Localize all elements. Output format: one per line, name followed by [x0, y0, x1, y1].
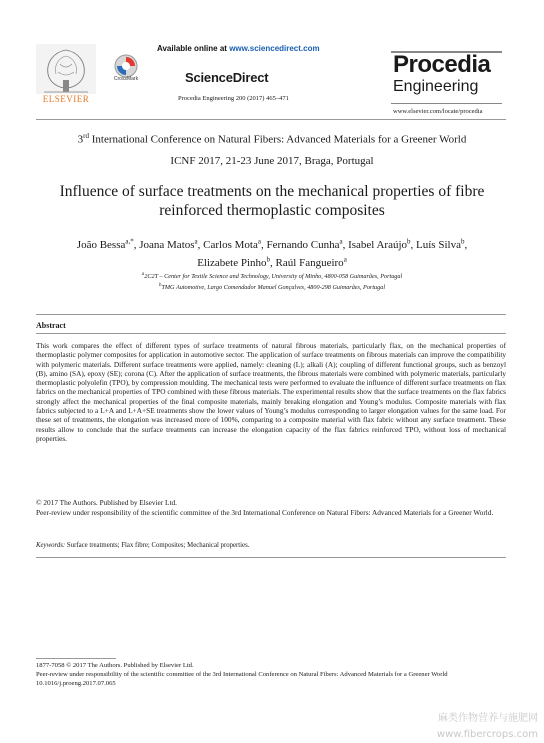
author-3: [203, 239, 266, 251]
author-4: [266, 239, 348, 251]
author-affiliation-mark: b: [266, 255, 271, 264]
footer-doi[interactable]: 10.1016/j.proeng.2017.07.065: [36, 680, 116, 688]
watermark-line-2: www.fibercrops.com: [436, 729, 538, 740]
footer-notes: [36, 661, 506, 689]
author-name: Raúl Fangueiro: [275, 257, 344, 270]
crossmark-label: CrossMark: [113, 76, 139, 82]
author-separator: ,: [270, 257, 276, 270]
author-affiliation-mark: a: [343, 255, 347, 264]
author-1: [77, 239, 139, 251]
elsevier-wordmark: ELSEVIER: [42, 94, 90, 104]
available-online-prefix: Available online at: [157, 44, 227, 53]
author-separator: ,: [133, 238, 140, 251]
author-affiliation-mark: a: [339, 237, 343, 245]
footer-issn: 1877-7058 © 2017 The Authors. Published by Elsevier Ltd.: [36, 662, 194, 669]
affiliation-b: [30, 281, 514, 292]
author-5: [348, 239, 416, 251]
abstract-top-divider: [36, 314, 506, 315]
conference-name: [0, 132, 544, 146]
author-name: Elizabete Pinho: [197, 257, 267, 270]
author-name: Fernando Cunha: [266, 238, 340, 251]
author-name: Joana Matos: [139, 238, 195, 251]
author-separator: ,: [197, 238, 204, 251]
procedia-subtitle: Engineering: [393, 78, 479, 95]
author-2: [139, 239, 203, 251]
keywords-label: Keywords:: [36, 542, 66, 549]
affiliation-mark: b: [158, 283, 162, 289]
author-affiliation-mark: b: [407, 237, 411, 245]
journal-url[interactable]: www.elsevier.com/locate/procedia: [393, 108, 483, 115]
conference-ordinal: 3: [77, 133, 84, 146]
abstract-heading-divider: [36, 333, 506, 334]
affiliation-mark: a: [141, 272, 145, 277]
author-affiliation-mark: a: [194, 237, 198, 245]
paper-title: [40, 182, 504, 220]
author-name: Carlos Mota: [203, 238, 258, 251]
header-divider: [36, 119, 506, 120]
author-separator: ,: [342, 238, 349, 251]
author-affiliation-mark: a,*: [125, 237, 134, 245]
paper-title-line-1: Influence of surface treatments on the mechanical properties of fibre: [59, 183, 485, 200]
conference-ordinal-suffix: rd: [83, 132, 89, 140]
site-watermark: [398, 707, 544, 743]
author-6: [416, 239, 467, 251]
peer-review-notice: Peer-review under responsibility of the scientific committee of the 3rd International Conference on Natural Fibers: Advanced Materials for a Greener World.: [36, 508, 494, 517]
keywords: [36, 541, 506, 550]
sciencedirect-brand: ScienceDirect: [185, 70, 269, 85]
author-7: [197, 257, 275, 269]
copyright-notice: © 2017 The Authors. Published by Elsevier Ltd.: [36, 498, 177, 507]
abstract-heading: Abstract: [36, 321, 66, 330]
journal-citation: Procedia Engineering 200 (2017) 465–471: [178, 95, 289, 102]
author-separator: ,: [410, 238, 417, 251]
abstract-body: This work compares the effect of different types of surface treatments of natural fibrous materials, particularly flax, on the mechanical properties of thermoplastic polymer composites for application in automotive sector. The application of surface treatments on fibrous materials can improve the compatibility with polymeric materials. Different surface treatments were applied, namely: cleaning (L); alkali (A); coupling of different functional groups, such as benzoyl (B), amino (SA), epoxy (SE); corona (C). After the application of surface treatments, the fibrous materials were combined with polymeric materials, particularly thermoplastic polyolefin (TPO), by compression moulding. The mechanical tests were performed to evaluate the influence of different surface treatments on flax fabrics on the mechanical properties of TPO combined with these fibrous materials. The experimental results show that the surface treatments on the flax fabrics strongly affect the mechanical properties of the final composite materials, mainly breaking elongation and Young’s modulus. Composite materials with flax fabrics subjected to a L+A and L+A+SE treatments show the lower values of Young’s modulus corresponding to larger elongation values for the same load. For these set of treatments, the elongation was increased more of 100%, comparing to a composite material with flax fabric without any surface treatment. These results allow to conclude that the surface treatments can increase the elongation capacity of the flax fabrics reinforced TPO, without loss of mechanical properties.: [36, 341, 506, 443]
keywords-text: Surface treatments; Flax fibre; Composites; Mechanical properties.: [66, 542, 250, 549]
procedia-title: Procedia: [393, 51, 491, 78]
affiliations: [30, 270, 514, 292]
sciencedirect-link[interactable]: www.sciencedirect.com: [229, 44, 320, 53]
watermark-line-1: 麻类作物营养与施肥网: [438, 713, 538, 724]
author-separator: ,: [260, 238, 267, 251]
author-name: Isabel Araújo: [348, 238, 408, 251]
conference-title: International Conference on Natural Fibers: Advanced Materials for a Greener World: [91, 133, 467, 146]
author-affiliation-mark: b: [460, 237, 465, 245]
affiliation-text: TMG Automotive, Largo Comendador Manuel Gonçalves, 4800-298 Guimarães, Portugal: [161, 284, 386, 292]
affiliation-text: 2C2T – Center for Textile Science and Technology, University of Minho, 4800-058 Guimarães, Portugal: [144, 273, 403, 281]
keywords-divider: [36, 557, 506, 558]
author-name: Luís Silva: [416, 238, 461, 251]
affiliation-a: [30, 270, 514, 281]
author-name: João Bessa: [76, 238, 126, 251]
author-affiliation-mark: a: [257, 237, 261, 245]
crossmark-icon[interactable]: [111, 53, 141, 93]
author-8: [276, 257, 347, 269]
author-list: [30, 234, 514, 271]
footer-divider: [36, 658, 116, 659]
author-separator: ,: [464, 238, 468, 251]
available-online-line: [157, 44, 320, 53]
footer-peer-review: Peer-review under responsibility of the scientific committee of the 3rd International Conference on Natural Fibers: Advanced Materials for a Greener World: [36, 671, 448, 679]
paper-title-line-2: reinforced thermoplastic composites: [159, 202, 385, 219]
conference-date-place: ICNF 2017, 21-23 June 2017, Braga, Portugal: [170, 155, 374, 167]
